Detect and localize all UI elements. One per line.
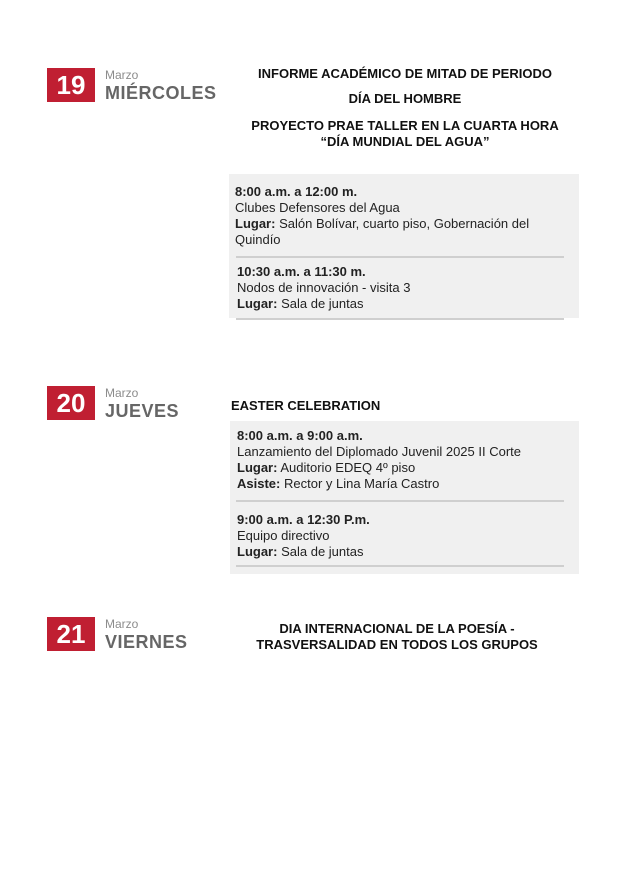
headline: EASTER CELEBRATION xyxy=(231,398,381,413)
month-label: Marzo xyxy=(105,386,139,400)
headline: “DÍA MUNDIAL DEL AGUA” xyxy=(320,134,490,149)
weekday-label: JUEVES xyxy=(105,401,180,421)
event-title: Equipo directivo xyxy=(237,528,330,543)
weekday-label: VIERNES xyxy=(105,632,188,652)
event-time: 8:00 a.m. a 9:00 a.m. xyxy=(237,428,363,443)
place-value: Sala de juntas xyxy=(281,296,364,311)
event-place xyxy=(237,544,370,560)
event-entry xyxy=(237,512,370,560)
month-label: Marzo xyxy=(105,617,139,631)
event-title: Clubes Defensores del Agua xyxy=(235,200,400,215)
headline: PROYECTO PRAE TALLER EN LA CUARTA HORA xyxy=(251,118,559,133)
headline: TRASVERSALIDAD EN TODOS LOS GRUPOS xyxy=(256,637,538,652)
place-label: Lugar: xyxy=(237,544,278,559)
place-value: Auditorio EDEQ 4º piso xyxy=(280,460,416,475)
month-label: Marzo xyxy=(105,68,139,82)
event-place xyxy=(235,216,529,232)
event-time: 9:00 a.m. a 12:30 P.m. xyxy=(237,512,370,527)
divider xyxy=(236,500,564,502)
headline: INFORME ACADÉMICO DE MITAD DE PERIODO xyxy=(258,66,552,81)
day-number: 21 xyxy=(47,617,95,651)
divider xyxy=(236,318,564,320)
headline: DÍA DEL HOMBRE xyxy=(348,91,462,106)
weekday-label: MIÉRCOLES xyxy=(105,83,217,103)
attend-value: Rector y Lina María Castro xyxy=(283,476,440,491)
place-value: Sala de juntas xyxy=(281,544,364,559)
divider xyxy=(236,565,564,567)
place-label: Lugar: xyxy=(235,216,276,231)
day-number: 20 xyxy=(47,386,95,420)
place-label: Lugar: xyxy=(237,296,278,311)
event-title: Nodos de innovación - visita 3 xyxy=(237,280,411,295)
divider xyxy=(236,256,564,258)
event-attendees xyxy=(237,476,521,492)
headline: DIA INTERNACIONAL DE LA POESÍA - xyxy=(279,621,515,636)
day-number: 19 xyxy=(47,68,95,102)
event-title: Lanzamiento del Diplomado Juvenil 2025 II Corte xyxy=(237,444,522,459)
event-entry xyxy=(237,264,410,312)
attend-label: Asiste: xyxy=(237,476,281,491)
event-place xyxy=(237,296,410,312)
event-entry xyxy=(235,184,529,248)
place-label: Lugar: xyxy=(237,460,278,475)
event-place-cont: Quindío xyxy=(235,232,281,247)
event-time: 10:30 a.m. a 11:30 m. xyxy=(237,264,366,279)
event-time: 8:00 a.m. a 12:00 m. xyxy=(235,184,358,199)
place-value: Salón Bolívar, cuarto piso, Gobernación del xyxy=(279,216,530,231)
event-place xyxy=(237,460,521,476)
event-entry xyxy=(237,428,521,492)
